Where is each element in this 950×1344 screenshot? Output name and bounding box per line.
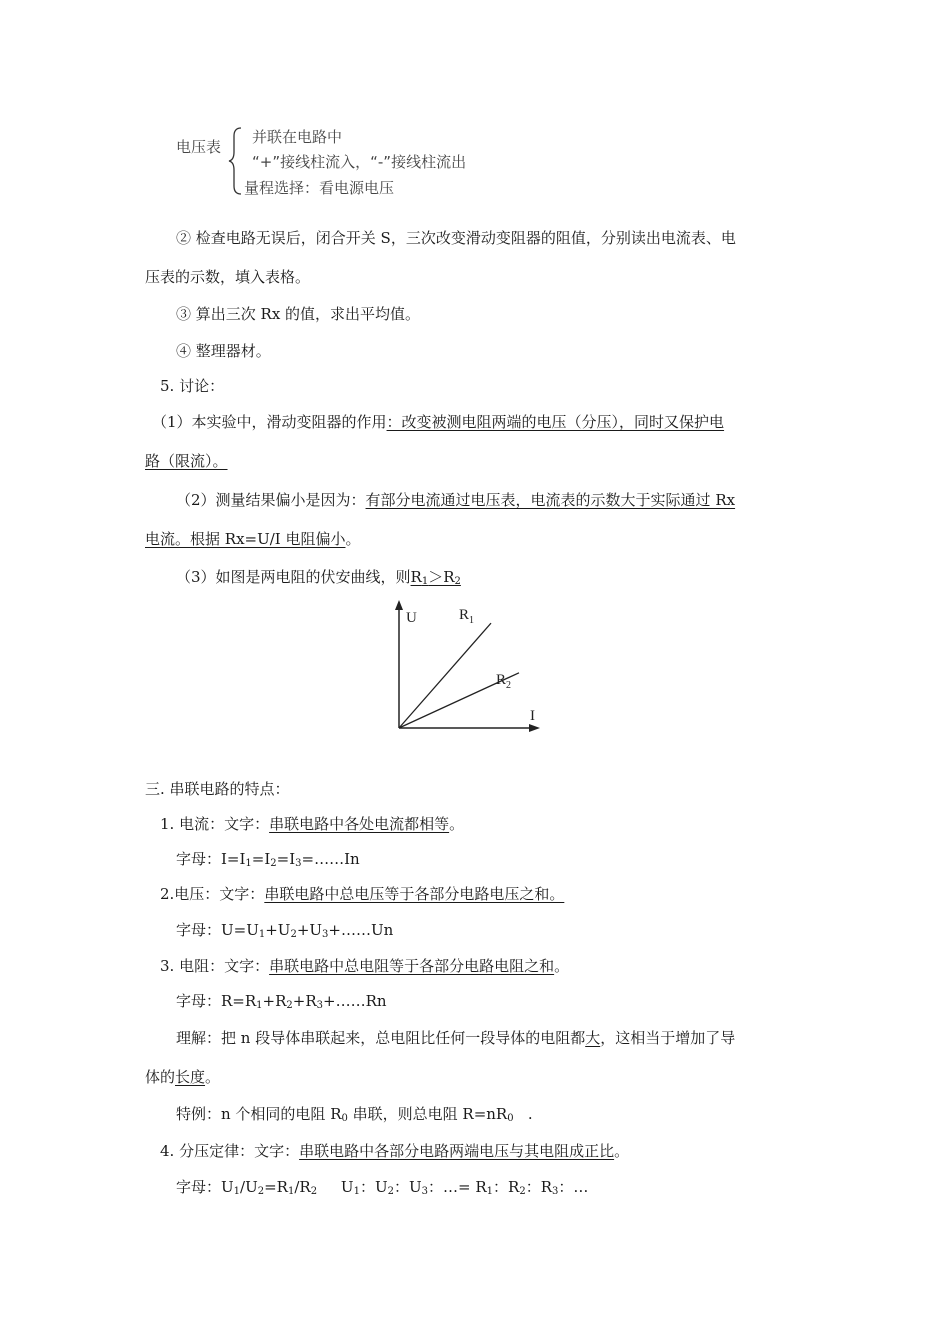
q2-answer-end: 。 bbox=[345, 530, 361, 548]
discussion-q2-line-2 bbox=[145, 530, 361, 548]
q3-answer: $R_1>R_2$ bbox=[410, 568, 461, 587]
understanding-line-1 bbox=[176, 1029, 735, 1047]
divider-prefix: 4. 分压定律：文字： bbox=[160, 1142, 300, 1160]
q2-answer-2: 电流。根据 Rx=U/I 电阻偏小 bbox=[145, 530, 346, 548]
discussion-q1-line-1 bbox=[152, 413, 724, 431]
discussion-q3 bbox=[176, 568, 461, 586]
divider-end: 。 bbox=[614, 1142, 630, 1160]
ui-graph bbox=[380, 596, 550, 746]
understanding-big: 大 bbox=[585, 1029, 601, 1047]
q1-prefix: （1）本实验中，滑动变阻器的作用 bbox=[152, 413, 387, 431]
voltmeter-label: 电压表 bbox=[176, 138, 222, 156]
brace-icon bbox=[228, 126, 244, 196]
voltage-rule bbox=[160, 885, 564, 903]
q1-answer-1: ：改变被测电阻两端的电压（分压），同时又保护电 bbox=[386, 413, 725, 431]
understanding-length: 长度 bbox=[175, 1068, 206, 1086]
q3-prefix: （3）如图是两电阻的伏安曲线，则 bbox=[176, 568, 411, 586]
resistance-rule bbox=[160, 957, 569, 975]
q2-answer-1: 有部分电流通过电压表，电流表的示数大于实际通过 Rx bbox=[365, 491, 736, 509]
voltage-prefix: 2.电压：文字： bbox=[160, 885, 265, 903]
q2-prefix: （2）测量结果偏小是因为： bbox=[176, 491, 366, 509]
understanding-line-2 bbox=[145, 1068, 220, 1086]
divider-text: 串联电路中各部分电路两端电压与其电阻成正比 bbox=[299, 1142, 615, 1160]
divider-formula: 字母：$U_1/U_2=R_1/R_2$ $U_1$：$U_2$：$U_3$：…= $R_1$：$R_2$：$R_3$：… bbox=[176, 1178, 589, 1197]
current-end: 。 bbox=[449, 815, 465, 833]
resistance-end: 。 bbox=[554, 957, 570, 975]
step-3: ③ 算出三次 Rx 的值，求出平均值。 bbox=[176, 305, 421, 323]
current-rule bbox=[160, 815, 464, 833]
special-case: 特例：n 个相同的电阻 $R_0$ 串联，则总电阻 $R=nR_0$ . bbox=[176, 1105, 533, 1124]
x-axis-arrow-icon bbox=[529, 724, 540, 732]
discussion-q1-line-2: 路（限流）。 bbox=[145, 452, 228, 470]
understanding-b: ，这相当于增加了导 bbox=[600, 1029, 736, 1047]
voltmeter-item-parallel: 并联在电路中 bbox=[252, 128, 343, 146]
discussion-q2-line-1 bbox=[176, 491, 735, 509]
current-text: 串联电路中各处电流都相等 bbox=[269, 815, 450, 833]
series-circuit-heading: 三. 串联电路的特点： bbox=[145, 780, 290, 798]
current-formula: 字母：$I=I_1=I_2=I_3=\dots\dots In$ bbox=[176, 850, 360, 869]
step-2-line-1: ② 检查电路无误后，闭合开关 S，三次改变滑动变阻器的阻值，分别读出电流表、电 bbox=[176, 229, 736, 247]
step-2-line-2: 压表的示数，填入表格。 bbox=[145, 268, 311, 286]
y-axis-label: U bbox=[406, 610, 417, 626]
voltage-text: 串联电路中总电压等于各部分电路电压之和。 bbox=[264, 885, 565, 903]
discussion-heading: 5. 讨论： bbox=[160, 377, 225, 395]
resistance-prefix: 3. 电阻：文字： bbox=[160, 957, 270, 975]
x-axis-label: I bbox=[530, 708, 535, 724]
series-label-r2: $R_2$ bbox=[496, 672, 512, 691]
voltmeter-item-terminals: “+”接线柱流入，“-”接线柱流出 bbox=[252, 153, 467, 171]
understanding-c: 体的 bbox=[145, 1068, 176, 1086]
current-prefix: 1. 电流：文字： bbox=[160, 815, 270, 833]
understanding-a: 理解：把 n 段导体串联起来，总电阻比任何一段导体的电阻都 bbox=[176, 1029, 586, 1047]
understanding-d: 。 bbox=[205, 1068, 221, 1086]
series-label-r1: $R_1$ bbox=[459, 607, 475, 626]
step-4: ④ 整理器材。 bbox=[176, 342, 271, 360]
voltage-formula: 字母：$U=U_1+U_2+U_3+\dots\dots Un$ bbox=[176, 921, 394, 940]
voltmeter-item-range: 量程选择：看电源电压 bbox=[244, 179, 395, 197]
y-axis-arrow-icon bbox=[395, 600, 403, 610]
divider-rule bbox=[160, 1142, 629, 1160]
series-line-r1 bbox=[399, 623, 491, 728]
resistance-text: 串联电路中总电阻等于各部分电路电阻之和 bbox=[269, 957, 555, 975]
resistance-formula: 字母：$R=R_1+R_2+R_3+\dots\dots Rn$ bbox=[176, 992, 387, 1011]
